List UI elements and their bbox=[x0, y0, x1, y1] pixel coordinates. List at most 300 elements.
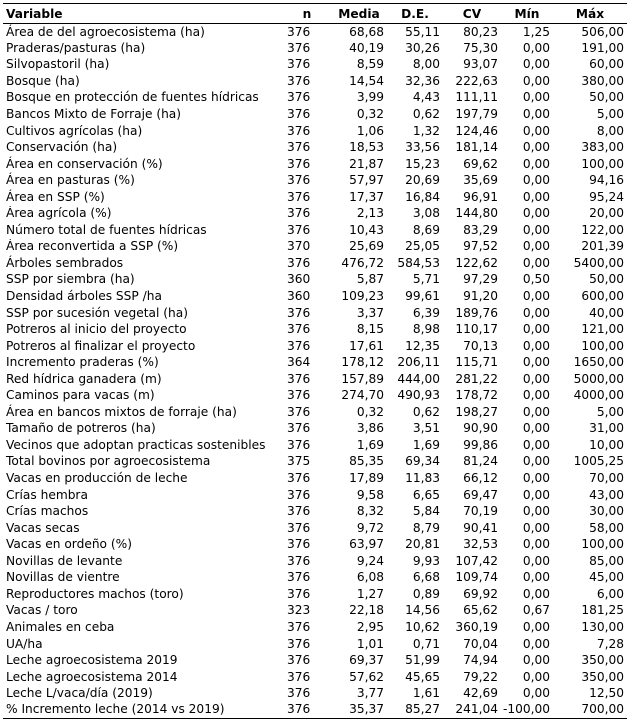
table-row bbox=[3, 222, 627, 239]
cell-n: 376 bbox=[287, 73, 311, 88]
table-row bbox=[3, 685, 627, 702]
table-row bbox=[3, 404, 627, 421]
cell-n: 376 bbox=[287, 586, 311, 601]
cell-min: 0,00 bbox=[522, 140, 550, 155]
cell-de: 20,81 bbox=[405, 537, 440, 552]
cell-n: 376 bbox=[287, 107, 311, 121]
cell-de: 20,69 bbox=[405, 173, 440, 188]
cell-max: 181,25 bbox=[581, 603, 624, 618]
cell-max: 94,16 bbox=[589, 173, 624, 188]
cell-de: 0,71 bbox=[412, 636, 440, 651]
cell-de: 6,68 bbox=[412, 570, 440, 585]
cell-cv: 222,63 bbox=[455, 73, 498, 88]
cell-variable: Vacas en ordeño (%) bbox=[6, 537, 132, 552]
cell-variable: Crías machos bbox=[6, 504, 89, 519]
cell-min: 0,00 bbox=[522, 255, 550, 270]
cell-media: 2,95 bbox=[356, 619, 384, 634]
cell-max: 85,00 bbox=[589, 553, 624, 568]
cell-de: 1,61 bbox=[412, 686, 440, 701]
cell-de: 69,34 bbox=[405, 454, 440, 469]
cell-variable: Reproductores machos (toro) bbox=[6, 586, 184, 601]
table-row bbox=[3, 305, 627, 322]
cell-de: 584,53 bbox=[397, 255, 440, 270]
cell-max: 506,00 bbox=[581, 24, 624, 39]
cell-cv: 109,74 bbox=[455, 570, 498, 585]
cell-de: 5,71 bbox=[412, 272, 440, 287]
cell-media: 40,19 bbox=[349, 40, 384, 55]
cell-n: 376 bbox=[287, 619, 311, 634]
cell-n: 376 bbox=[287, 636, 311, 651]
cell-variable: Total bovinos por agroecosistema bbox=[6, 454, 211, 469]
cell-n: 376 bbox=[287, 371, 311, 386]
cell-de: 6,39 bbox=[412, 305, 440, 320]
cell-de: 11,83 bbox=[405, 471, 440, 486]
cell-cv: 93,07 bbox=[463, 57, 498, 72]
cell-media: 17,37 bbox=[349, 189, 384, 204]
cell-min: 1,25 bbox=[522, 24, 550, 39]
cell-de: 15,23 bbox=[405, 156, 440, 171]
cell-n: 376 bbox=[287, 173, 311, 188]
cell-max: 191,00 bbox=[581, 40, 624, 55]
table-row bbox=[3, 570, 627, 587]
cell-de: 0,62 bbox=[412, 107, 440, 121]
table-row bbox=[3, 139, 627, 156]
cell-max: 31,00 bbox=[589, 421, 624, 436]
cell-n: 376 bbox=[287, 24, 311, 39]
table-row bbox=[3, 371, 627, 388]
cell-variable: Novillas de levante bbox=[6, 553, 123, 568]
cell-min: 0,00 bbox=[522, 537, 550, 552]
cell-n: 376 bbox=[287, 57, 311, 72]
cell-max: 5400,00 bbox=[573, 255, 624, 270]
cell-variable: Potreros al inicio del proyecto bbox=[6, 322, 187, 337]
table-row bbox=[3, 669, 627, 686]
cell-de: 5,84 bbox=[412, 504, 440, 519]
table-row bbox=[3, 603, 627, 620]
table-row bbox=[3, 520, 627, 537]
cell-cv: 81,24 bbox=[463, 454, 498, 469]
table-row bbox=[3, 619, 627, 636]
cell-media: 9,24 bbox=[356, 553, 384, 568]
table-row bbox=[3, 487, 627, 504]
cell-variable: Área agrícola (%) bbox=[6, 206, 112, 221]
cell-min: 0,00 bbox=[522, 189, 550, 204]
cell-min: 0,00 bbox=[522, 305, 550, 320]
cell-max: 600,00 bbox=[581, 289, 624, 304]
cell-cv: 90,41 bbox=[463, 520, 498, 535]
cell-min: 0,00 bbox=[522, 653, 550, 668]
cell-cv: 74,94 bbox=[463, 653, 498, 668]
cell-variable: UA/ha bbox=[6, 636, 43, 651]
cell-variable: Tamaño de potreros (ha) bbox=[6, 421, 156, 436]
cell-cv: 97,52 bbox=[463, 239, 498, 254]
cell-cv: 32,53 bbox=[463, 537, 498, 552]
table-row bbox=[3, 206, 627, 223]
table-row bbox=[3, 57, 627, 74]
cell-variable: Conservación (ha) bbox=[6, 140, 118, 155]
cell-max: 5,00 bbox=[596, 107, 624, 121]
header-min: Mín bbox=[501, 4, 553, 24]
cell-cv: 198,27 bbox=[455, 404, 498, 419]
cell-variable: Bancos Mixto de Forraje (ha) bbox=[6, 107, 182, 121]
cell-max: 5000,00 bbox=[573, 371, 624, 386]
cell-media: 274,70 bbox=[341, 388, 384, 403]
cell-de: 8,00 bbox=[412, 57, 440, 72]
cell-max: 45,00 bbox=[589, 570, 624, 585]
cell-cv: 281,22 bbox=[455, 371, 498, 386]
cell-media: 1,06 bbox=[356, 123, 384, 138]
cell-cv: 115,71 bbox=[455, 355, 498, 370]
cell-n: 376 bbox=[287, 40, 311, 55]
cell-min: 0,00 bbox=[522, 206, 550, 221]
cell-n: 376 bbox=[287, 404, 311, 419]
cell-min: 0,00 bbox=[522, 619, 550, 634]
cell-de: 8,69 bbox=[412, 222, 440, 237]
cell-cv: 360,19 bbox=[455, 619, 498, 634]
table-row bbox=[3, 90, 627, 107]
cell-n: 376 bbox=[287, 520, 311, 535]
cell-variable: Área en bancos mixtos de forraje (ha) bbox=[6, 404, 237, 419]
cell-max: 40,00 bbox=[589, 305, 624, 320]
cell-variable: Animales en ceba bbox=[6, 619, 115, 634]
cell-media: 3,86 bbox=[356, 421, 384, 436]
cell-media: 35,37 bbox=[331, 702, 387, 719]
table-row bbox=[3, 156, 627, 173]
cell-cv: 70,19 bbox=[463, 504, 498, 519]
table-row bbox=[3, 239, 627, 256]
cell-max: 12,50 bbox=[589, 686, 624, 701]
cell-de: 3,51 bbox=[412, 421, 440, 436]
table-body bbox=[3, 24, 627, 719]
cell-max: 8,00 bbox=[596, 123, 624, 138]
table-row bbox=[3, 189, 627, 206]
header-max: Máx bbox=[553, 4, 627, 24]
cell-variable: Área en pasturas (%) bbox=[6, 173, 135, 188]
cell-min: 0,00 bbox=[522, 487, 550, 502]
cell-min: 0,00 bbox=[522, 338, 550, 353]
cell-max: 95,24 bbox=[589, 189, 624, 204]
cell-n: 376 bbox=[287, 305, 311, 320]
cell-media: 1,01 bbox=[356, 636, 384, 651]
cell-variable: Vecinos que adoptan practicas sostenibles bbox=[6, 437, 266, 452]
header-n: n bbox=[283, 4, 331, 24]
cell-max: 10,00 bbox=[589, 437, 624, 452]
cell-de: 0,89 bbox=[412, 586, 440, 601]
cell-min: 0,00 bbox=[522, 388, 550, 403]
cell-max: 350,00 bbox=[581, 669, 624, 684]
cell-variable: Cultivos agrícolas (ha) bbox=[6, 123, 143, 138]
cell-max: 201,39 bbox=[581, 239, 624, 254]
table-row bbox=[3, 272, 627, 289]
cell-n: 376 bbox=[287, 437, 311, 452]
cell-n: 376 bbox=[287, 156, 311, 171]
cell-variable: Área de del agroecosistema (ha) bbox=[6, 24, 205, 39]
cell-n: 376 bbox=[287, 322, 311, 337]
cell-de: 30,26 bbox=[405, 40, 440, 55]
cell-min: -100,00 bbox=[501, 702, 553, 719]
cell-max: 121,00 bbox=[581, 322, 624, 337]
cell-de: 51,99 bbox=[405, 653, 440, 668]
cell-max: 30,00 bbox=[589, 504, 624, 519]
table-row bbox=[3, 702, 627, 719]
cell-cv: 75,30 bbox=[463, 40, 498, 55]
table-row bbox=[3, 73, 627, 90]
cell-de: 0,62 bbox=[412, 404, 440, 419]
cell-min: 0,00 bbox=[522, 421, 550, 436]
statistics-table bbox=[3, 3, 627, 719]
cell-de: 1,32 bbox=[412, 123, 440, 138]
cell-media: 63,97 bbox=[349, 537, 384, 552]
cell-min: 0,00 bbox=[522, 107, 550, 121]
cell-max: 100,00 bbox=[581, 338, 624, 353]
cell-media: 8,15 bbox=[356, 322, 384, 337]
cell-media: 3,99 bbox=[356, 90, 384, 105]
cell-min: 0,00 bbox=[522, 239, 550, 254]
cell-min: 0,50 bbox=[522, 272, 550, 287]
table-row bbox=[3, 437, 627, 454]
cell-de: 25,05 bbox=[405, 239, 440, 254]
header-cv: CV bbox=[443, 4, 501, 24]
table-row bbox=[3, 421, 627, 438]
header-variable: Variable bbox=[3, 4, 283, 24]
cell-variable: SSP por sucesión vegetal (ha) bbox=[6, 305, 188, 320]
cell-variable: Vacas en producción de leche bbox=[6, 471, 188, 486]
cell-n: 376 bbox=[287, 338, 311, 353]
cell-de: 10,62 bbox=[405, 619, 440, 634]
cell-n: 376 bbox=[287, 255, 311, 270]
table-header bbox=[3, 4, 627, 24]
cell-cv: 66,12 bbox=[463, 471, 498, 486]
table-row bbox=[3, 354, 627, 371]
cell-cv: 122,62 bbox=[455, 255, 498, 270]
cell-media: 5,87 bbox=[356, 272, 384, 287]
cell-max: 100,00 bbox=[581, 156, 624, 171]
header-media: Media bbox=[331, 4, 387, 24]
cell-de: 206,11 bbox=[397, 355, 440, 370]
cell-n: 376 bbox=[287, 206, 311, 221]
cell-de: 6,65 bbox=[412, 487, 440, 502]
cell-variable: Red hídrica ganadera (m) bbox=[6, 371, 162, 386]
cell-media: 9,72 bbox=[356, 520, 384, 535]
cell-n: 376 bbox=[287, 421, 311, 436]
cell-min: 0,00 bbox=[522, 123, 550, 138]
cell-n: 360 bbox=[287, 272, 311, 287]
cell-media: 17,89 bbox=[349, 471, 384, 486]
cell-max: 5,00 bbox=[596, 404, 624, 419]
cell-de: 444,00 bbox=[397, 371, 440, 386]
cell-min: 0,00 bbox=[522, 570, 550, 585]
cell-variable: Vacas / toro bbox=[6, 603, 78, 618]
cell-media: 57,62 bbox=[349, 669, 384, 684]
cell-max: 60,00 bbox=[589, 57, 624, 72]
cell-min: 0,00 bbox=[522, 73, 550, 88]
cell-media: 68,68 bbox=[349, 24, 384, 39]
cell-n: 376 bbox=[287, 222, 311, 237]
table-row bbox=[3, 24, 627, 41]
cell-min: 0,00 bbox=[522, 40, 550, 55]
cell-max: 1650,00 bbox=[573, 355, 624, 370]
cell-de: 45,65 bbox=[405, 669, 440, 684]
cell-media: 18,53 bbox=[349, 140, 384, 155]
cell-cv: 111,11 bbox=[455, 90, 498, 105]
cell-variable: Bosque en protección de fuentes hídricas bbox=[6, 90, 259, 105]
cell-min: 0,00 bbox=[522, 322, 550, 337]
cell-variable: Árboles sembrados bbox=[6, 255, 124, 270]
cell-min: 0,00 bbox=[522, 371, 550, 386]
cell-min: 0,00 bbox=[522, 471, 550, 486]
cell-media: 85,35 bbox=[349, 454, 384, 469]
cell-min: 0,00 bbox=[522, 669, 550, 684]
cell-n: 376 bbox=[287, 123, 311, 138]
cell-media: 3,77 bbox=[356, 686, 384, 701]
cell-cv: 197,79 bbox=[455, 107, 498, 121]
cell-n: 376 bbox=[287, 140, 311, 155]
cell-min: 0,00 bbox=[522, 289, 550, 304]
table-row bbox=[3, 536, 627, 553]
cell-variable: % Incremento leche (2014 vs 2019) bbox=[3, 702, 283, 719]
cell-max: 1005,25 bbox=[573, 454, 624, 469]
cell-max: 383,00 bbox=[581, 140, 624, 155]
cell-max: 6,00 bbox=[596, 586, 624, 601]
cell-min: 0,00 bbox=[522, 355, 550, 370]
cell-max: 50,00 bbox=[589, 90, 624, 105]
table-row bbox=[3, 338, 627, 355]
cell-de: 85,27 bbox=[387, 702, 443, 719]
table-row bbox=[3, 321, 627, 338]
cell-cv: 69,62 bbox=[463, 156, 498, 171]
cell-variable: Potreros al finalizar el proyecto bbox=[6, 338, 196, 353]
table-row bbox=[3, 255, 627, 272]
cell-de: 9,93 bbox=[412, 553, 440, 568]
cell-de: 4,43 bbox=[412, 90, 440, 105]
cell-min: 0,00 bbox=[522, 437, 550, 452]
cell-variable: Praderas/pasturas (ha) bbox=[6, 40, 146, 55]
cell-max: 100,00 bbox=[581, 537, 624, 552]
cell-max: 130,00 bbox=[581, 619, 624, 634]
cell-media: 14,54 bbox=[349, 73, 384, 88]
cell-min: 0,00 bbox=[522, 404, 550, 419]
table-row bbox=[3, 503, 627, 520]
cell-cv: 96,91 bbox=[463, 189, 498, 204]
cell-n: 376 bbox=[287, 90, 311, 105]
cell-media: 69,37 bbox=[349, 653, 384, 668]
cell-cv: 80,23 bbox=[463, 24, 498, 39]
cell-media: 0,32 bbox=[356, 107, 384, 121]
header-de: D.E. bbox=[387, 4, 443, 24]
cell-variable: Incremento praderas (%) bbox=[6, 355, 159, 370]
cell-media: 8,32 bbox=[356, 504, 384, 519]
cell-variable: Densidad árboles SSP /ha bbox=[6, 289, 162, 304]
cell-cv: 70,04 bbox=[463, 636, 498, 651]
cell-media: 10,43 bbox=[349, 222, 384, 237]
cell-max: 700,00 bbox=[553, 702, 627, 719]
cell-media: 57,97 bbox=[349, 173, 384, 188]
cell-cv: 124,46 bbox=[455, 123, 498, 138]
cell-max: 350,00 bbox=[581, 653, 624, 668]
cell-media: 476,72 bbox=[341, 255, 384, 270]
cell-cv: 65,62 bbox=[463, 603, 498, 618]
cell-cv: 91,20 bbox=[463, 289, 498, 304]
cell-min: 0,00 bbox=[522, 173, 550, 188]
cell-variable: Silvopastoril (ha) bbox=[6, 57, 110, 72]
cell-n: 376 bbox=[287, 388, 311, 403]
cell-media: 0,32 bbox=[356, 404, 384, 419]
table-row bbox=[3, 40, 627, 57]
cell-n: 376 bbox=[287, 553, 311, 568]
cell-media: 6,08 bbox=[356, 570, 384, 585]
cell-max: 4000,00 bbox=[573, 388, 624, 403]
cell-min: 0,00 bbox=[522, 504, 550, 519]
cell-variable: Número total de fuentes hídricas bbox=[6, 222, 207, 237]
cell-variable: Vacas secas bbox=[6, 520, 80, 535]
cell-max: 50,00 bbox=[589, 272, 624, 287]
cell-de: 99,61 bbox=[405, 289, 440, 304]
cell-cv: 99,86 bbox=[463, 437, 498, 452]
cell-min: 0,00 bbox=[522, 686, 550, 701]
cell-de: 3,08 bbox=[412, 206, 440, 221]
cell-variable: SSP por siembra (ha) bbox=[6, 272, 135, 287]
cell-media: 2,13 bbox=[356, 206, 384, 221]
cell-min: 0,00 bbox=[522, 57, 550, 72]
cell-cv: 35,69 bbox=[463, 173, 498, 188]
table-row bbox=[3, 106, 627, 123]
cell-cv: 83,29 bbox=[463, 222, 498, 237]
table-row bbox=[3, 388, 627, 405]
cell-media: 25,69 bbox=[349, 239, 384, 254]
cell-media: 157,89 bbox=[341, 371, 384, 386]
table-row bbox=[3, 586, 627, 603]
cell-media: 9,58 bbox=[356, 487, 384, 502]
cell-cv: 189,76 bbox=[455, 305, 498, 320]
cell-de: 16,84 bbox=[405, 189, 440, 204]
cell-n: 376 bbox=[287, 471, 311, 486]
cell-min: 0,00 bbox=[522, 553, 550, 568]
cell-cv: 181,14 bbox=[455, 140, 498, 155]
cell-de: 8,98 bbox=[412, 322, 440, 337]
cell-de: 32,36 bbox=[405, 73, 440, 88]
cell-media: 1,27 bbox=[356, 586, 384, 601]
cell-cv: 107,42 bbox=[455, 553, 498, 568]
cell-min: 0,00 bbox=[522, 454, 550, 469]
cell-max: 122,00 bbox=[581, 222, 624, 237]
cell-media: 17,61 bbox=[349, 338, 384, 353]
cell-de: 33,56 bbox=[405, 140, 440, 155]
cell-cv: 110,17 bbox=[455, 322, 498, 337]
cell-de: 55,11 bbox=[405, 24, 440, 39]
cell-cv: 144,80 bbox=[455, 206, 498, 221]
cell-variable: Novillas de vientre bbox=[6, 570, 120, 585]
cell-media: 8,59 bbox=[356, 57, 384, 72]
cell-n: 364 bbox=[287, 355, 311, 370]
cell-cv: 69,47 bbox=[463, 487, 498, 502]
cell-max: 58,00 bbox=[589, 520, 624, 535]
cell-cv: 178,72 bbox=[455, 388, 498, 403]
cell-variable: Crías hembra bbox=[6, 487, 88, 502]
cell-n: 376 bbox=[287, 669, 311, 684]
cell-n: 376 bbox=[287, 189, 311, 204]
cell-min: 0,00 bbox=[522, 586, 550, 601]
cell-variable: Bosque (ha) bbox=[6, 73, 80, 88]
cell-n: 375 bbox=[287, 454, 311, 469]
cell-n: 376 bbox=[287, 686, 311, 701]
cell-min: 0,00 bbox=[522, 222, 550, 237]
cell-n: 376 bbox=[287, 487, 311, 502]
cell-cv: 42,69 bbox=[463, 686, 498, 701]
table-row bbox=[3, 652, 627, 669]
cell-cv: 79,22 bbox=[463, 669, 498, 684]
cell-max: 20,00 bbox=[589, 206, 624, 221]
cell-max: 7,28 bbox=[596, 636, 624, 651]
